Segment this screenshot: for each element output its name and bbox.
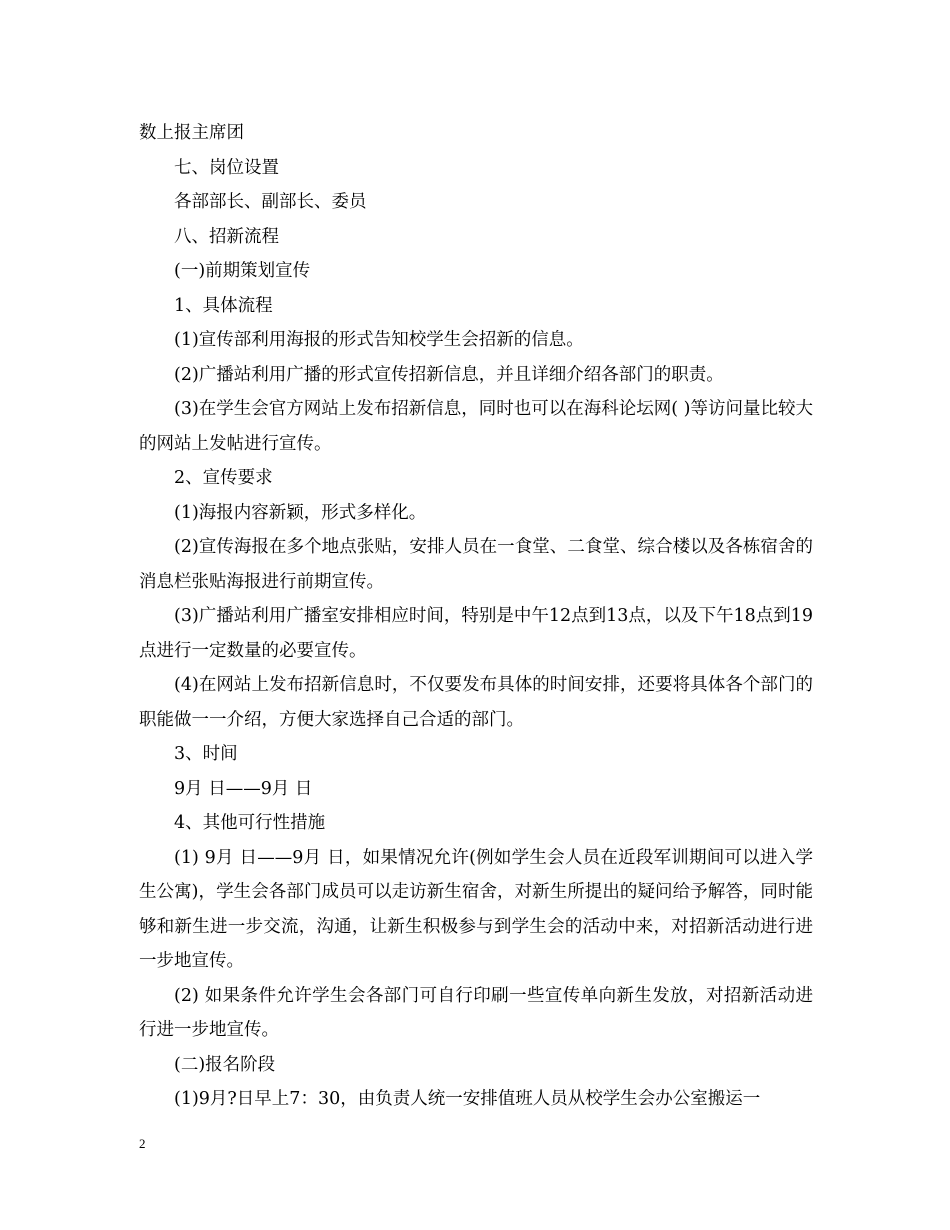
paragraph: (2)广播站利用广播的形式宣传招新信息，并且详细介绍各部门的职责。: [174, 364, 724, 385]
paragraph: (1)海报内容新颖，形式多样化。: [174, 502, 427, 523]
paragraph: 9月 日——9月 日: [174, 778, 313, 799]
paragraph: (2) 如果条件允许学生会各部门可自行印刷一些宣传单向新生发放，对招新活动进行进一步地宣传。: [139, 985, 813, 1040]
paragraph: 数上报主席团: [139, 123, 244, 143]
paragraph: (3)广播站利用广播室安排相应时间，特别是中午12点到13点，以及下午18点到19点进行一定数量的必要宣传。: [139, 606, 813, 661]
document-body: [139, 116, 813, 1117]
paragraph: (4)在网站上发布招新信息时，不仅要发布具体的时间安排，还要将具体各个部门的职能做一一介绍，方便大家选择自己合适的部门。: [139, 675, 813, 730]
paragraph: (2)宣传海报在多个地点张贴，安排人员在一食堂、二食堂、综合楼以及各栋宿舍的消息栏张贴海报进行前期宣传。: [139, 537, 813, 592]
paragraph: (1)9月?日早上7：30，由负责人统一安排值班人员从校学生会办公室搬运一: [174, 1089, 761, 1109]
paragraph: (二)报名阶段: [174, 1054, 276, 1075]
paragraph: 八、招新流程: [174, 226, 279, 247]
page-number: 2: [139, 1136, 146, 1151]
paragraph: 4、其他可行性措施: [174, 813, 326, 833]
paragraph: (1) 9月 日——9月 日，如果情况允许(例如学生会人员在近段军训期间可以进入学生公寓)，学生会各部门成员可以走访新生宿舍，对新生所提出的疑问给予解答，同时能够和新生进一步交流，沟通，让新生积极参与到学生会的活动中来，对招新活动进行进一步地宣传。: [139, 847, 813, 971]
paragraph: 1、具体流程: [174, 295, 273, 316]
paragraph: (3)在学生会官方网站上发布招新信息，同时也可以在海科论坛网( )等访问量比较大的网站上发帖进行宣传。: [139, 399, 814, 454]
paragraph: 3、时间: [174, 744, 238, 764]
paragraph: 七、岗位设置: [174, 157, 279, 178]
paragraph: 各部部长、副部长、委员: [174, 192, 367, 212]
paragraph: (一)前期策划宣传: [174, 261, 311, 281]
paragraph: 2、宣传要求: [174, 468, 273, 488]
paragraph: (1)宣传部利用海报的形式告知校学生会招新的信息。: [174, 330, 584, 350]
